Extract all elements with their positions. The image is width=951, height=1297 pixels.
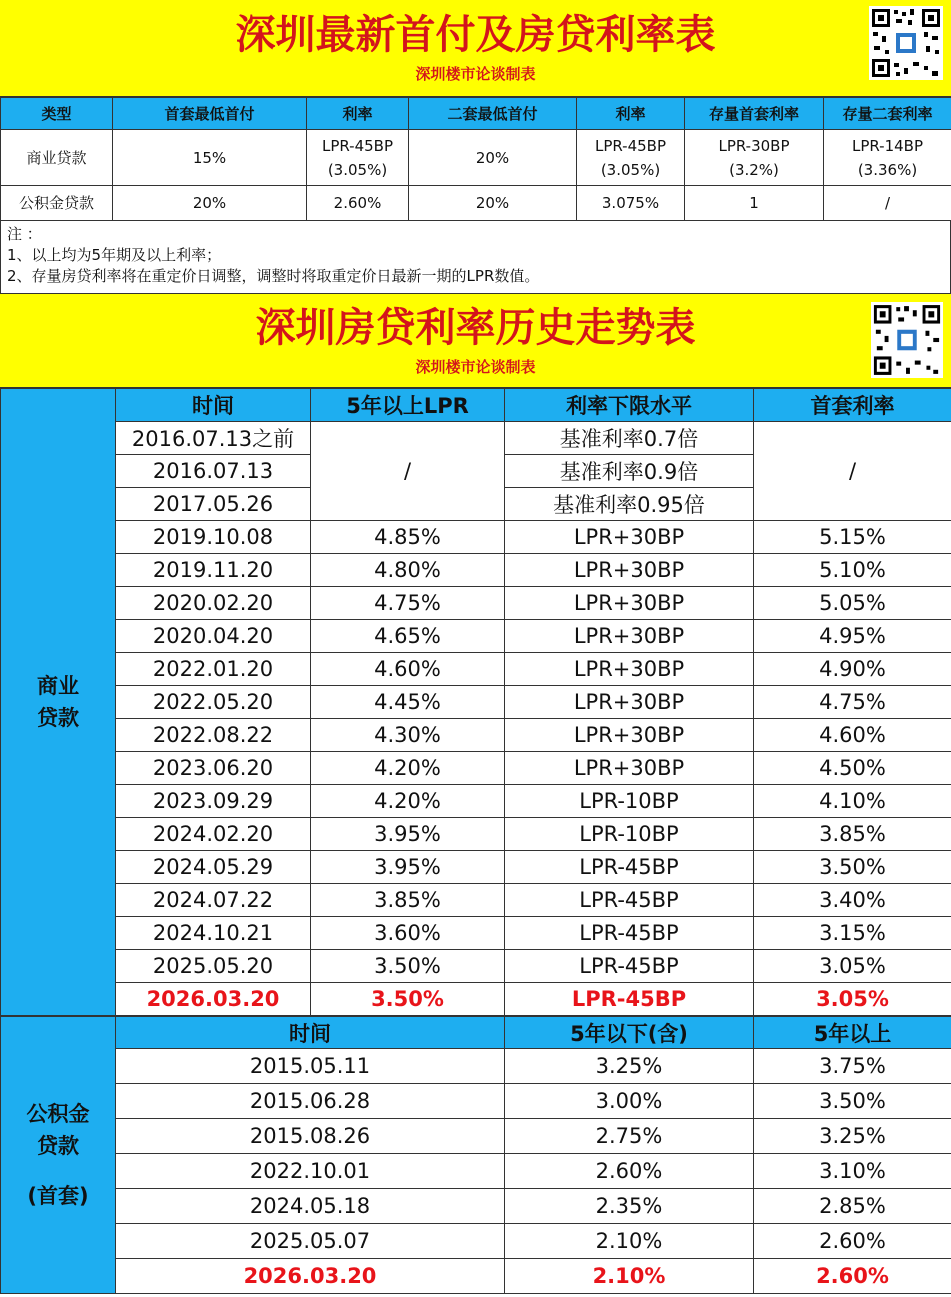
table-row <box>1 719 951 752</box>
lpr-cell: 3.85% <box>311 884 505 917</box>
header-first-rate: 首套利率 <box>754 389 951 422</box>
rate-cell: 3.25% <box>754 1119 951 1154</box>
date-cell: 2015.08.26 <box>116 1119 505 1154</box>
table-cell: 商业贷款 <box>1 130 113 186</box>
rate-cell: 3.40% <box>754 884 951 917</box>
lpr-cell: 4.20% <box>311 785 505 818</box>
table-cell: 20% <box>113 186 307 221</box>
date-cell: 2015.06.28 <box>116 1084 505 1119</box>
header-under-5y: 5年以下(含) <box>505 1017 754 1049</box>
table-row <box>1 587 951 620</box>
rate-cell: 5.15% <box>754 521 951 554</box>
table-cell: 15% <box>113 130 307 186</box>
header-existing-first: 存量首套利率 <box>685 98 824 130</box>
table-cell: LPR-45BP (3.05%) <box>577 130 685 186</box>
table-header-row <box>1 389 951 422</box>
side-label-line: 商业 <box>37 674 79 698</box>
date-cell: 2024.02.20 <box>116 818 311 851</box>
rate-cell: 2.60% <box>505 1154 754 1189</box>
side-label-line: 贷款 <box>37 1134 79 1158</box>
floor-cell: LPR+30BP <box>505 587 754 620</box>
rate-cell: 3.50% <box>754 1084 951 1119</box>
date-cell: 2023.09.29 <box>116 785 311 818</box>
commercial-side-label <box>1 389 116 1016</box>
floor-cell: LPR+30BP <box>505 719 754 752</box>
notes <box>0 221 951 293</box>
rate-cell: 4.50% <box>754 752 951 785</box>
table-cell: 20% <box>409 186 577 221</box>
table-row <box>1 1084 951 1119</box>
floor-cell: LPR+30BP <box>505 653 754 686</box>
lpr-cell: 3.95% <box>311 851 505 884</box>
table-cell: / <box>824 186 951 221</box>
table-cell: 2.60% <box>307 186 409 221</box>
header-date: 时间 <box>116 1017 505 1049</box>
date-cell: 2016.07.13之前 <box>116 422 311 455</box>
table-row <box>1 818 951 851</box>
latest-row <box>1 1259 951 1294</box>
table-cell: LPR-30BP (3.2%) <box>685 130 824 186</box>
note-line: 2、存量房贷利率将在重定价日调整，调整时将取重定价日最新一期的LPR数值。 <box>7 267 540 285</box>
header-existing-second: 存量二套利率 <box>824 98 951 130</box>
floor-cell: 基准利率0.7倍 <box>505 422 754 455</box>
floor-cell: LPR-45BP <box>505 983 754 1016</box>
floor-cell: LPR-45BP <box>505 884 754 917</box>
top-subtitle: 深圳楼市论谈制表 <box>415 65 536 83</box>
qr-code-icon <box>869 6 943 80</box>
date-cell: 2023.06.20 <box>116 752 311 785</box>
rate-cell: 3.85% <box>754 818 951 851</box>
floor-cell: LPR-10BP <box>505 818 754 851</box>
table-row <box>1 686 951 719</box>
rate-cell: 3.05% <box>754 983 951 1016</box>
date-cell: 2026.03.20 <box>116 983 311 1016</box>
table-header-row <box>1 98 951 130</box>
rate-cell: 3.25% <box>505 1049 754 1084</box>
header-second-rate: 利率 <box>577 98 685 130</box>
date-cell: 2025.05.20 <box>116 950 311 983</box>
floor-cell: 基准利率0.9倍 <box>505 455 754 488</box>
rate-cell: 2.60% <box>754 1259 951 1294</box>
header-lpr: 5年以上LPR <box>311 389 505 422</box>
lpr-cell: 4.45% <box>311 686 505 719</box>
date-cell: 2017.05.26 <box>116 488 311 521</box>
table-cell: LPR-45BP (3.05%) <box>307 130 409 186</box>
table-row <box>1 851 951 884</box>
rate-cell: 3.10% <box>754 1154 951 1189</box>
floor-cell: LPR+30BP <box>505 752 754 785</box>
note-heading: 注 ： <box>7 225 42 243</box>
table-cell: LPR-14BP (3.36%) <box>824 130 951 186</box>
table-row <box>1 1154 951 1189</box>
table-row <box>1 620 951 653</box>
current-rate-table <box>0 97 951 221</box>
rate-cell: 2.35% <box>505 1189 754 1224</box>
date-cell: 2025.05.07 <box>116 1224 505 1259</box>
table-row <box>1 1189 951 1224</box>
lpr-cell: 3.95% <box>311 818 505 851</box>
date-cell: 2022.08.22 <box>116 719 311 752</box>
lpr-cell: 4.65% <box>311 620 505 653</box>
table-cell: 公积金贷款 <box>1 186 113 221</box>
floor-cell: 基准利率0.95倍 <box>505 488 754 521</box>
date-cell: 2024.05.29 <box>116 851 311 884</box>
table-row <box>1 1224 951 1259</box>
date-cell: 2022.05.20 <box>116 686 311 719</box>
table-row <box>1 1119 951 1154</box>
date-cell: 2022.01.20 <box>116 653 311 686</box>
history-banner <box>0 293 951 388</box>
table-cell: 20% <box>409 130 577 186</box>
table-row <box>1 1049 951 1084</box>
rate-cell: 4.75% <box>754 686 951 719</box>
side-label-line: (首套) <box>27 1184 89 1208</box>
date-cell: 2020.04.20 <box>116 620 311 653</box>
floor-cell: LPR-45BP <box>505 917 754 950</box>
rate-cell: 2.60% <box>754 1224 951 1259</box>
date-cell: 2022.10.01 <box>116 1154 505 1189</box>
table-row <box>1 521 951 554</box>
table-row <box>1 554 951 587</box>
date-cell: 2016.07.13 <box>116 455 311 488</box>
lpr-cell: 4.80% <box>311 554 505 587</box>
lpr-cell: 4.60% <box>311 653 505 686</box>
table-cell: 3.075% <box>577 186 685 221</box>
top-title: 深圳最新首付及房贷利率表 <box>235 12 716 58</box>
table-row <box>1 950 951 983</box>
lpr-cell: 3.50% <box>311 950 505 983</box>
table-row <box>1 917 951 950</box>
floor-cell: LPR+30BP <box>505 554 754 587</box>
date-cell: 2015.05.11 <box>116 1049 505 1084</box>
header-date: 时间 <box>116 389 311 422</box>
table-row <box>1 422 951 455</box>
lpr-cell: 4.75% <box>311 587 505 620</box>
rate-cell: 3.15% <box>754 917 951 950</box>
header-first-down: 首套最低首付 <box>113 98 307 130</box>
history-subtitle: 深圳楼市论谈制表 <box>415 358 536 376</box>
date-cell: 2024.07.22 <box>116 884 311 917</box>
lpr-cell: 3.60% <box>311 917 505 950</box>
floor-cell: LPR-10BP <box>505 785 754 818</box>
rate-cell: 3.05% <box>754 950 951 983</box>
table-row <box>1 653 951 686</box>
rate-cell: 5.10% <box>754 554 951 587</box>
table-header-row <box>1 1017 951 1049</box>
lpr-cell: 3.50% <box>311 983 505 1016</box>
floor-cell: LPR-45BP <box>505 851 754 884</box>
note-line: 1、以上均为5年期及以上利率； <box>7 246 222 264</box>
top-banner <box>0 0 951 97</box>
rate-cell: 2.10% <box>505 1224 754 1259</box>
header-second-down: 二套最低首付 <box>409 98 577 130</box>
header-over-5y: 5年以上 <box>754 1017 951 1049</box>
header-floor: 利率下限水平 <box>505 389 754 422</box>
rate-cell: 4.60% <box>754 719 951 752</box>
fund-history-table <box>0 1016 951 1294</box>
latest-row <box>1 983 951 1016</box>
rate-cell: 3.75% <box>754 1049 951 1084</box>
table-row <box>1 130 951 186</box>
rate-cell: 5.05% <box>754 587 951 620</box>
date-cell: 2024.10.21 <box>116 917 311 950</box>
rate-cell: 2.75% <box>505 1119 754 1154</box>
qr-code-icon <box>871 302 943 378</box>
lpr-cell: 4.30% <box>311 719 505 752</box>
date-cell: 2024.05.18 <box>116 1189 505 1224</box>
rate-cell: 2.85% <box>754 1189 951 1224</box>
floor-cell: LPR-45BP <box>505 950 754 983</box>
rate-cell: 4.90% <box>754 653 951 686</box>
rate-cell: 3.00% <box>505 1084 754 1119</box>
date-cell: 2019.11.20 <box>116 554 311 587</box>
date-cell: 2020.02.20 <box>116 587 311 620</box>
table-row <box>1 186 951 221</box>
floor-cell: LPR+30BP <box>505 686 754 719</box>
header-type: 类型 <box>1 98 113 130</box>
header-first-rate: 利率 <box>307 98 409 130</box>
table-row <box>1 752 951 785</box>
lpr-cell: 4.85% <box>311 521 505 554</box>
rate-cell: 2.10% <box>505 1259 754 1294</box>
side-label-line: 贷款 <box>37 706 79 730</box>
rate-cell: / <box>754 422 951 521</box>
lpr-cell: / <box>311 422 505 521</box>
floor-cell: LPR+30BP <box>505 521 754 554</box>
fund-side-label <box>1 1017 116 1294</box>
history-title: 深圳房贷利率历史走势表 <box>255 305 696 351</box>
table-cell: 1 <box>685 186 824 221</box>
commercial-history-table <box>0 388 951 1016</box>
lpr-cell: 4.20% <box>311 752 505 785</box>
rate-cell: 3.50% <box>754 851 951 884</box>
date-cell: 2019.10.08 <box>116 521 311 554</box>
table-row <box>1 884 951 917</box>
floor-cell: LPR+30BP <box>505 620 754 653</box>
side-label-line: 公积金 <box>26 1102 90 1126</box>
table-row <box>1 785 951 818</box>
rate-cell: 4.95% <box>754 620 951 653</box>
rate-cell: 4.10% <box>754 785 951 818</box>
date-cell: 2026.03.20 <box>116 1259 505 1294</box>
